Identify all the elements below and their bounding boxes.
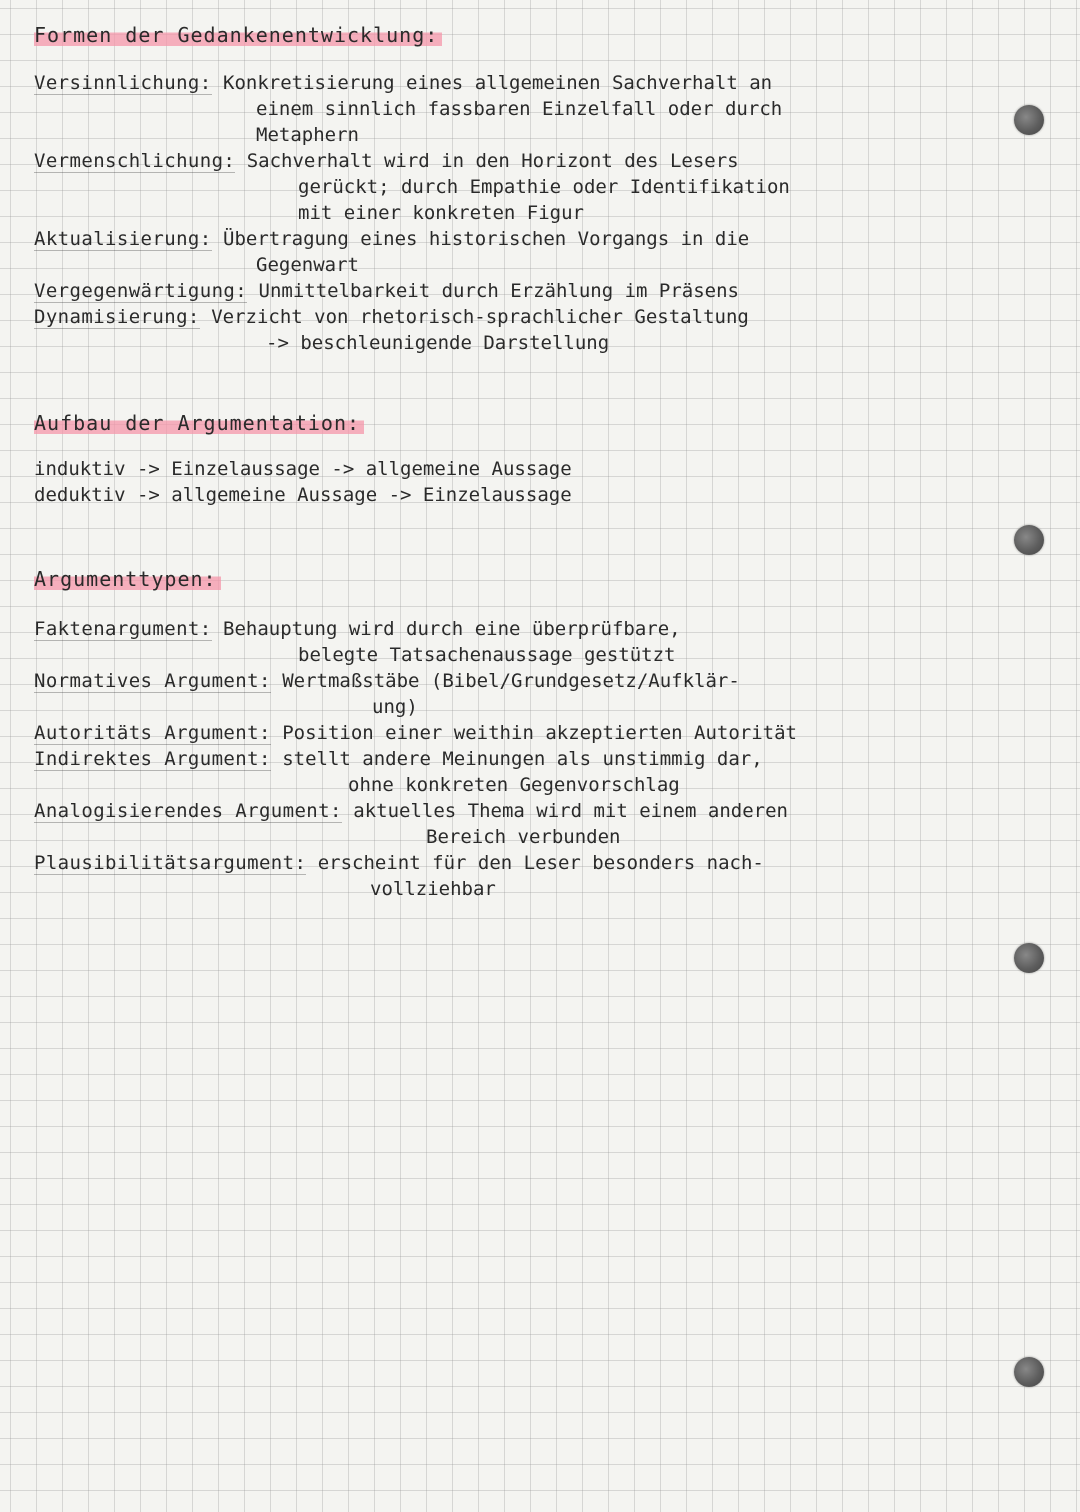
definition-cont: Gegenwart <box>256 254 359 276</box>
heading-argumenttypen: Argumenttypen: <box>34 566 221 592</box>
term: Versinnlichung: <box>34 72 212 94</box>
aufbau-line-induktiv: induktiv -> Einzelaussage -> allgemeine Aussage <box>34 458 572 480</box>
punch-hole-4 <box>1014 1357 1044 1387</box>
punch-hole-3 <box>1014 943 1044 973</box>
definition-cont: einem sinnlich fassbaren Einzelfall oder durch <box>256 98 783 120</box>
entry-indirektes-argument <box>34 746 1024 798</box>
term: Vermenschlichung: <box>34 150 236 172</box>
definition: erscheint für den Leser besonders nach- <box>306 852 764 874</box>
section-argumenttypen <box>34 566 1024 902</box>
punch-hole-2 <box>1014 525 1044 555</box>
term: Plausibilitätsargument: <box>34 852 307 874</box>
entry-vergegenwaertigung <box>34 278 1024 304</box>
definition-cont: ohne konkreten Gegenvorschlag <box>348 774 680 796</box>
definition-cont: belegte Tatsachenaussage gestützt <box>298 644 676 666</box>
entry-versinnlichung <box>34 70 1024 148</box>
definition-cont: Metaphern <box>256 124 359 146</box>
entry-plausibilitaetsargument <box>34 850 1024 902</box>
definition: aktuelles Thema wird mit einem anderen <box>341 800 788 822</box>
definition-cont: mit einer konkreten Figur <box>298 202 584 224</box>
section-aufbau <box>34 410 1024 508</box>
term: Aktualisierung: <box>34 228 212 250</box>
definition-cont: -> beschleunigende Darstellung <box>266 332 610 354</box>
entry-faktenargument <box>34 616 1024 668</box>
definition-cont: vollziehbar <box>370 878 496 900</box>
definition: Sachverhalt wird in den Horizont des Lesers <box>235 150 739 172</box>
entry-vermenschlichung <box>34 148 1024 226</box>
term: Analogisierendes Argument: <box>34 800 342 822</box>
definition: Übertragung eines historischen Vorgangs in die <box>211 228 750 250</box>
term: Normatives Argument: <box>34 670 271 692</box>
definition-cont: gerückt; durch Empathie oder Identifikation <box>298 176 790 198</box>
entry-aktualisierung <box>34 226 1024 278</box>
definition-cont: ung) <box>372 696 418 718</box>
definition: stellt andere Meinungen als unstimmig dar, <box>270 748 763 770</box>
definition: Verzicht von rhetorisch-sprachlicher Gestaltung <box>199 306 749 328</box>
aufbau-line-deduktiv: deduktiv -> allgemeine Aussage -> Einzelaussage <box>34 484 572 506</box>
term: Faktenargument: <box>34 618 212 640</box>
entry-autoritaets-argument <box>34 720 1024 746</box>
entry-normatives-argument <box>34 668 1024 720</box>
entry-dynamisierung <box>34 304 1024 356</box>
definition-cont: Bereich verbunden <box>426 826 621 848</box>
term: Autoritäts Argument: <box>34 722 271 744</box>
section-gedankenentwicklung <box>34 22 1024 356</box>
heading-gedankenentwicklung: Formen der Gedankenentwicklung: <box>34 22 442 48</box>
definition: Unmittelbarkeit durch Erzählung im Präsens <box>247 280 739 302</box>
term: Vergegenwärtigung: <box>34 280 248 302</box>
term: Dynamisierung: <box>34 306 200 328</box>
definition: Position einer weithin akzeptierten Autorität <box>270 722 797 744</box>
definition: Behauptung wird durch eine überprüfbare, <box>211 618 681 640</box>
entry-analogisierendes-argument <box>34 798 1024 850</box>
term: Indirektes Argument: <box>34 748 271 770</box>
heading-aufbau: Aufbau der Argumentation: <box>34 410 364 436</box>
punch-hole-1 <box>1014 105 1044 135</box>
definition: Konkretisierung eines allgemeinen Sachverhalt an <box>211 72 773 94</box>
definition: Wertmaßstäbe (Bibel/Grundgesetz/Aufklär- <box>270 670 740 692</box>
